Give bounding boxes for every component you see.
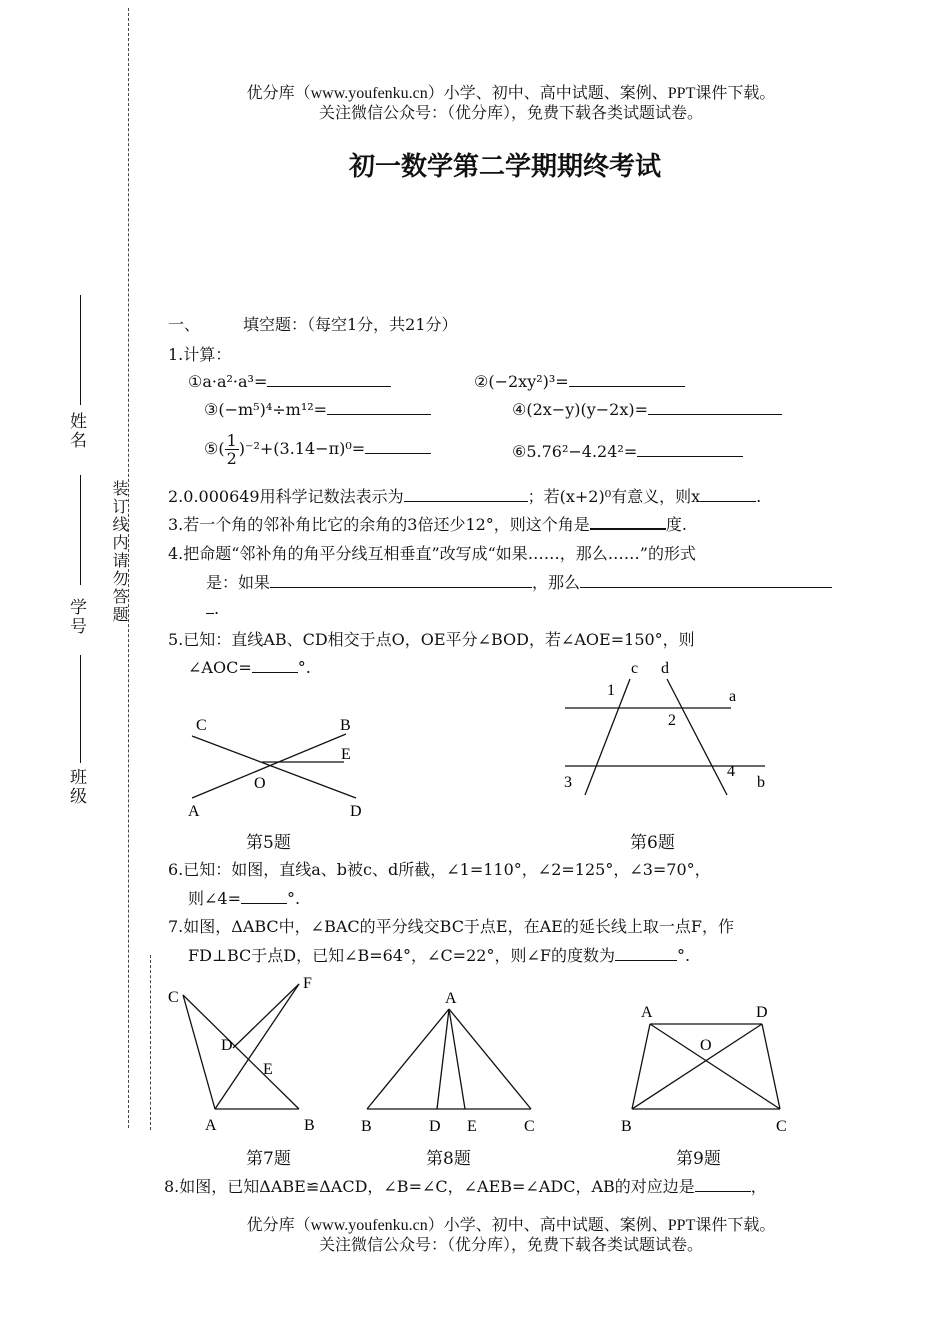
label-1: 1 bbox=[607, 682, 615, 699]
q1-part3-blank bbox=[327, 400, 431, 415]
header-line-1: 优分库（www.youfenku.cn）小学、初中、高中试题、案例、PPT课件下载。 bbox=[246, 85, 776, 102]
figure-9 bbox=[615, 1000, 795, 1140]
q1-part6-blank bbox=[637, 442, 743, 457]
line-d bbox=[667, 679, 727, 795]
q4-blank-2 bbox=[580, 573, 832, 588]
label-a: A bbox=[205, 1117, 217, 1134]
q5-text-c: °. bbox=[297, 658, 311, 677]
q5-text-b: ∠AOC= bbox=[188, 658, 252, 677]
binding-warning: 装订线内请勿答题 bbox=[110, 480, 129, 624]
figure-7-caption: 第7题 bbox=[246, 1149, 291, 1169]
fraction-numerator: 1 bbox=[226, 431, 237, 450]
q4-blank-1 bbox=[270, 573, 532, 588]
q1-part3 bbox=[204, 400, 431, 419]
class-blank bbox=[80, 655, 81, 763]
label-o: O bbox=[254, 775, 266, 792]
figure-5-caption: 第5题 bbox=[246, 833, 291, 853]
q5-blank bbox=[252, 658, 298, 673]
label-e: E bbox=[341, 746, 351, 763]
q4-text-d: . bbox=[214, 599, 220, 618]
q4-blank-3 bbox=[206, 599, 214, 614]
id-label: 学号 bbox=[66, 598, 86, 636]
q2 bbox=[168, 484, 761, 507]
q2-text-b: ；若(x+2)⁰有意义，则x bbox=[527, 487, 701, 506]
q1-part5-pre: ⑤( bbox=[204, 439, 225, 458]
label-o: O bbox=[700, 1037, 712, 1054]
label-c: C bbox=[196, 717, 207, 734]
segment-dc bbox=[762, 1024, 780, 1109]
side-ac bbox=[449, 1009, 531, 1109]
q6-text-b: 则∠4= bbox=[188, 889, 241, 908]
q1-part5-blank bbox=[365, 439, 431, 454]
label-b: B bbox=[304, 1117, 315, 1134]
label-a: A bbox=[641, 1004, 653, 1021]
q8 bbox=[164, 1174, 767, 1197]
figure-8-caption: 第8题 bbox=[426, 1149, 471, 1169]
q4-text-b: 是：如果 bbox=[206, 573, 271, 592]
label-4: 4 bbox=[727, 763, 735, 780]
q3-text-a: 3.若一个角的邻补角比它的余角的3倍还少12°，则这个角是 bbox=[168, 515, 590, 534]
q1-part5-post: )⁻²+(3.14−π)⁰= bbox=[238, 439, 366, 458]
side-cb bbox=[183, 995, 299, 1109]
q1-part4-text: ④(2x−y)(y−2x)= bbox=[512, 400, 649, 419]
q2-text-a: 2.0.000649用科学记数法表示为 bbox=[168, 487, 404, 506]
line-fd bbox=[233, 984, 299, 1048]
label-c: C bbox=[776, 1118, 787, 1135]
q1-part1 bbox=[188, 372, 391, 391]
name-label: 姓名 bbox=[66, 412, 86, 450]
id-blank bbox=[80, 475, 81, 585]
figure-6-caption: 第6题 bbox=[630, 833, 675, 853]
footer-line-1: 优分库（www.youfenku.cn）小学、初中、高中试题、案例、PPT课件下载。 bbox=[246, 1217, 776, 1234]
q1-part6 bbox=[512, 442, 743, 461]
q4-line1: 4.把命题“邻补角的角平分线互相垂直”改写成“如果……，那么……”的形式 bbox=[168, 544, 696, 563]
q7-text-b: FD⊥BC于点D，已知∠B=64°，∠C=22°，则∠F的度数为 bbox=[188, 946, 615, 965]
q3-blank bbox=[590, 514, 666, 530]
figure-9-caption: 第9题 bbox=[676, 1149, 721, 1169]
q6-blank bbox=[241, 889, 287, 904]
q5-line2 bbox=[188, 658, 311, 677]
q5-line1: 5.已知：直线AB、CD相交于点O，OE平分∠BOD，若∠AOE=150°，则 bbox=[168, 630, 695, 649]
label-c: C bbox=[168, 989, 179, 1006]
line-cd bbox=[192, 736, 356, 798]
segment-ae bbox=[449, 1009, 465, 1109]
label-b: B bbox=[340, 717, 351, 734]
fraction-denominator: 2 bbox=[226, 449, 237, 468]
q6-line2 bbox=[188, 886, 300, 909]
q3 bbox=[168, 512, 687, 535]
label-f: F bbox=[303, 975, 312, 992]
q1-part5 bbox=[204, 432, 431, 467]
q8-text-b: ， bbox=[750, 1177, 767, 1196]
q1-part5-fraction bbox=[225, 432, 239, 467]
side-ca bbox=[183, 995, 215, 1109]
q2-text-c: . bbox=[756, 487, 762, 506]
q1-stem: 1.计算： bbox=[168, 345, 232, 364]
label-3: 3 bbox=[564, 774, 572, 791]
page-title: 初一数学第二学期期终考试 bbox=[348, 152, 661, 182]
q1-part2-text: ②(−2xy²)³= bbox=[474, 372, 569, 391]
label-b: B bbox=[621, 1118, 632, 1135]
label-d: D bbox=[221, 1037, 233, 1054]
segment-db bbox=[632, 1024, 762, 1109]
q4-line2 bbox=[206, 570, 832, 593]
label-d: d bbox=[661, 660, 669, 677]
figure-5 bbox=[170, 700, 370, 825]
header-line-2: 关注微信公众号：（优分库），免费下载各类试题试卷。 bbox=[318, 105, 703, 122]
footer-line-2: 关注微信公众号：（优分库），免费下载各类试题试卷。 bbox=[318, 1237, 703, 1254]
section-heading: 填空题：（每空1分，共21分） bbox=[243, 315, 458, 334]
binding-line-inner bbox=[150, 955, 151, 1130]
q7-blank bbox=[615, 946, 677, 961]
figure-6 bbox=[555, 655, 785, 800]
q1-part4 bbox=[512, 400, 782, 419]
q1-part2 bbox=[474, 372, 685, 391]
figure-7 bbox=[165, 970, 335, 1140]
label-2: 2 bbox=[668, 712, 676, 729]
section-number: 一、 bbox=[168, 315, 201, 334]
class-label: 班级 bbox=[66, 768, 86, 806]
q6-text-c: °. bbox=[287, 889, 301, 908]
q4-text-c: ，那么 bbox=[532, 573, 581, 592]
q8-text-a: 8.如图，已知ΔABE≌ΔACD，∠B=∠C，∠AEB=∠ADC，AB的对应边是 bbox=[164, 1177, 695, 1196]
label-c: C bbox=[524, 1118, 535, 1135]
label-d: D bbox=[756, 1004, 768, 1021]
q3-text-b: 度. bbox=[665, 515, 687, 534]
label-a: A bbox=[188, 803, 200, 820]
label-b: b bbox=[757, 774, 765, 791]
q7-line2 bbox=[188, 943, 690, 966]
q1-part3-text: ③(−m⁵)⁴÷m¹²= bbox=[204, 400, 328, 419]
line-ab bbox=[192, 734, 346, 798]
q8-blank bbox=[695, 1177, 751, 1192]
q6-line1: 6.已知：如图，直线a、b被c、d所截，∠1=110°，∠2=125°，∠3=70°， bbox=[168, 860, 711, 879]
label-a: a bbox=[729, 688, 737, 705]
q1-part1-blank bbox=[267, 372, 391, 387]
q2-blank-1 bbox=[404, 487, 528, 502]
segment-ac bbox=[650, 1024, 780, 1109]
q7-line1: 7.如图，ΔABC中，∠BAC的平分线交BC于点E，在AE的延长线上取一点F，作 bbox=[168, 917, 734, 936]
label-a: A bbox=[445, 990, 457, 1007]
q1-part6-text: ⑥5.76²−4.24²= bbox=[512, 442, 638, 461]
label-c: c bbox=[631, 660, 639, 677]
label-d: D bbox=[429, 1118, 441, 1135]
segment-ad bbox=[437, 1009, 449, 1109]
figure-8 bbox=[355, 985, 545, 1140]
name-blank bbox=[80, 295, 81, 405]
side-ab bbox=[367, 1009, 449, 1109]
q7-text-c: °. bbox=[676, 946, 691, 965]
q1-part2-blank bbox=[569, 372, 685, 387]
q4-line3 bbox=[206, 599, 219, 618]
label-e: E bbox=[263, 1061, 273, 1078]
segment-ab bbox=[632, 1024, 650, 1109]
label-d: D bbox=[350, 803, 362, 820]
label-e: E bbox=[467, 1118, 477, 1135]
q2-blank-2 bbox=[700, 487, 756, 502]
q1-part4-blank bbox=[648, 400, 782, 415]
q1-part1-text: ①a·a²·a³= bbox=[188, 372, 268, 391]
label-b: B bbox=[361, 1118, 372, 1135]
